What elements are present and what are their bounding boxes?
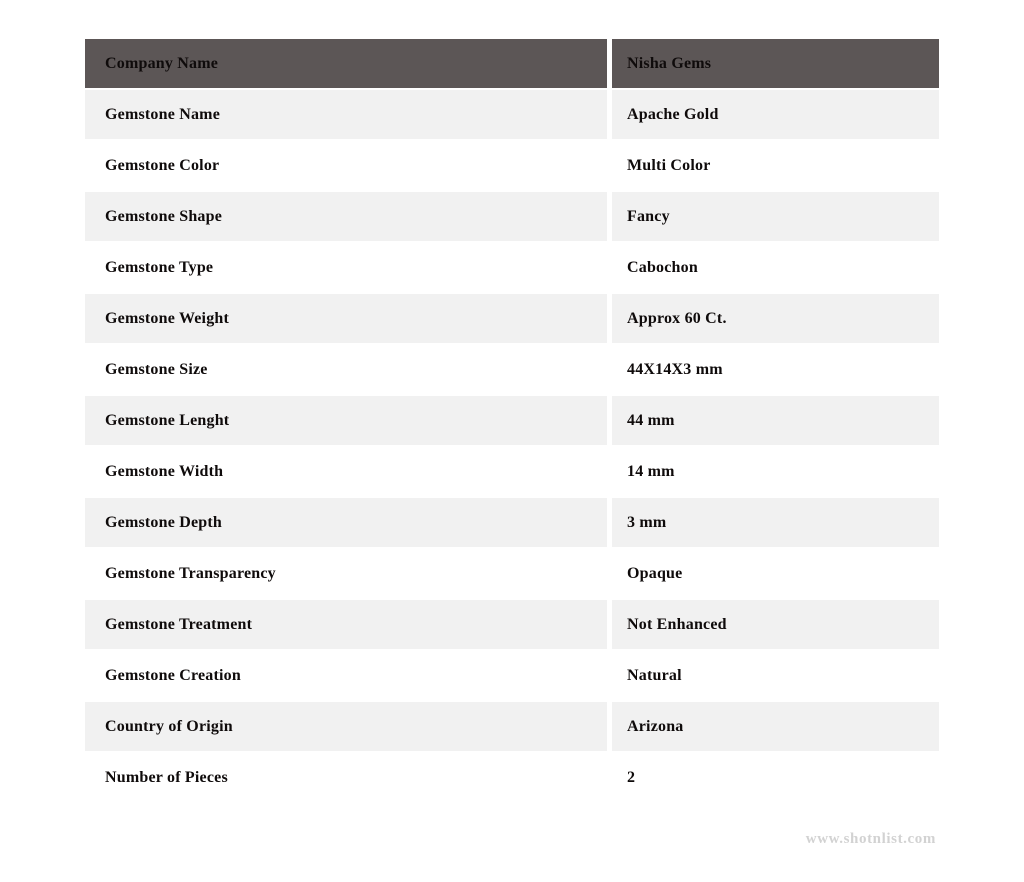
table-row <box>85 549 939 598</box>
row-value-cell: Arizona <box>612 702 939 751</box>
row-label-cell: Gemstone Shape <box>85 192 612 241</box>
row-label-cell: Gemstone Weight <box>85 294 612 343</box>
row-label-cell: Gemstone Name <box>85 90 612 139</box>
row-label-cell: Gemstone Creation <box>85 651 612 700</box>
row-value-cell: Opaque <box>612 549 939 598</box>
table-row <box>85 753 939 802</box>
row-value-cell: 44X14X3 mm <box>612 345 939 394</box>
table-header-row <box>85 39 939 88</box>
row-value-cell: 2 <box>612 753 939 802</box>
table-row <box>85 702 939 751</box>
table-row <box>85 345 939 394</box>
header-label-cell: Company Name <box>85 39 612 88</box>
row-value-cell: Fancy <box>612 192 939 241</box>
table-row <box>85 396 939 445</box>
header-value-cell: Nisha Gems <box>612 39 939 88</box>
table-row <box>85 192 939 241</box>
row-value-cell: Not Enhanced <box>612 600 939 649</box>
table-row <box>85 294 939 343</box>
row-value-cell: 44 mm <box>612 396 939 445</box>
table-row <box>85 498 939 547</box>
table-row <box>85 90 939 139</box>
row-label-cell: Gemstone Transparency <box>85 549 612 598</box>
table-body <box>85 90 939 802</box>
table-row <box>85 243 939 292</box>
row-value-cell: Multi Color <box>612 141 939 190</box>
row-label-cell: Gemstone Depth <box>85 498 612 547</box>
row-value-cell: Apache Gold <box>612 90 939 139</box>
row-value-cell: Cabochon <box>612 243 939 292</box>
table-row <box>85 447 939 496</box>
row-label-cell: Gemstone Width <box>85 447 612 496</box>
row-label-cell: Gemstone Type <box>85 243 612 292</box>
row-label-cell: Gemstone Color <box>85 141 612 190</box>
watermark-text: www.shotnlist.com <box>805 831 936 847</box>
row-value-cell: 3 mm <box>612 498 939 547</box>
row-label-cell: Gemstone Treatment <box>85 600 612 649</box>
row-label-cell: Gemstone Lenght <box>85 396 612 445</box>
gemstone-spec-table <box>85 39 939 804</box>
row-label-cell: Country of Origin <box>85 702 612 751</box>
row-label-cell: Number of Pieces <box>85 753 612 802</box>
row-value-cell: 14 mm <box>612 447 939 496</box>
row-label-cell: Gemstone Size <box>85 345 612 394</box>
table-row <box>85 600 939 649</box>
row-value-cell: Natural <box>612 651 939 700</box>
table-row <box>85 651 939 700</box>
table-row <box>85 141 939 190</box>
row-value-cell: Approx 60 Ct. <box>612 294 939 343</box>
